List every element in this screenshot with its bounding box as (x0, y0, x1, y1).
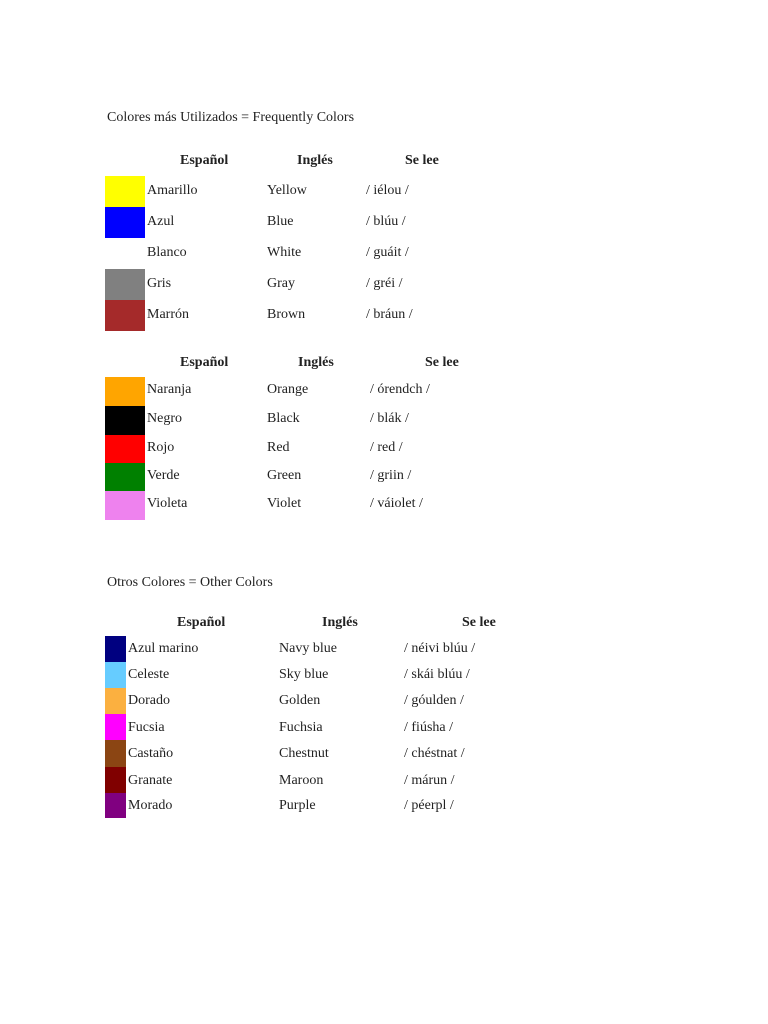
color-swatch (105, 740, 126, 767)
english-name: Purple (279, 798, 316, 813)
pronunciation: / iélou / (366, 183, 409, 198)
pronunciation: / péerpl / (404, 798, 454, 813)
pronunciation: / blák / (370, 411, 409, 426)
pronunciation: / chéstnat / (404, 746, 465, 761)
column-header-pronunciation: Se lee (462, 615, 496, 630)
english-name: Red (267, 440, 290, 455)
color-swatch (105, 463, 145, 492)
spanish-name: Gris (147, 276, 172, 291)
pronunciation: / blúu / (366, 214, 406, 229)
color-swatch (105, 300, 145, 331)
english-name: Sky blue (279, 667, 329, 682)
pronunciation: / skái blúu / (404, 667, 470, 682)
pronunciation: / góulden / (404, 693, 464, 708)
spanish-name: Negro (147, 411, 182, 426)
color-swatch (105, 767, 126, 793)
spanish-name: Morado (128, 798, 173, 813)
section-heading-other-colors: Otros Colores = Other Colors (107, 575, 273, 590)
pronunciation: / red / (370, 440, 403, 455)
pronunciation: / néivi blúu / (404, 641, 476, 656)
column-header-spanish: Español (177, 615, 226, 630)
english-name: Violet (267, 496, 302, 511)
english-name: Blue (267, 214, 294, 229)
column-header-spanish: Español (180, 153, 229, 168)
spanish-name: Azul marino (128, 641, 199, 656)
spanish-name: Verde (147, 468, 180, 483)
color-swatch (105, 714, 126, 740)
pronunciation: / órendch / (370, 382, 430, 397)
pronunciation: / bráun / (366, 307, 413, 322)
pronunciation: / váiolet / (370, 496, 423, 511)
color-swatch (105, 176, 145, 207)
spanish-name: Rojo (147, 440, 175, 455)
spanish-name: Violeta (147, 496, 188, 511)
color-swatch (105, 238, 145, 269)
color-swatch (105, 491, 145, 520)
spanish-name: Blanco (147, 245, 187, 260)
english-name: Fuchsia (279, 720, 323, 735)
spanish-name: Azul (147, 214, 175, 229)
column-header-spanish: Español (180, 355, 229, 370)
english-name: Black (267, 411, 300, 426)
color-swatch (105, 406, 145, 435)
spanish-name: Celeste (128, 667, 170, 682)
section-heading-frequent-colors: Colores más Utilizados = Frequently Colors (107, 110, 355, 125)
english-name: Maroon (279, 773, 324, 788)
pronunciation: / guáit / (366, 245, 409, 260)
color-swatch (105, 269, 145, 300)
color-swatch (105, 207, 145, 238)
color-swatch (105, 793, 126, 818)
english-name: Orange (267, 382, 309, 397)
color-swatch (105, 662, 126, 688)
column-header-english: Inglés (298, 355, 334, 370)
pronunciation: / gréi / (366, 276, 403, 291)
english-name: Brown (267, 307, 306, 322)
spanish-name: Marrón (147, 307, 189, 322)
color-swatch (105, 377, 145, 406)
english-name: Golden (279, 693, 321, 708)
column-header-pronunciation: Se lee (425, 355, 459, 370)
english-name: Yellow (267, 183, 307, 198)
color-swatch (105, 688, 126, 714)
color-swatch (105, 636, 126, 662)
column-header-english: Inglés (322, 615, 358, 630)
column-header-english: Inglés (297, 153, 333, 168)
spanish-name: Naranja (147, 382, 192, 397)
spanish-name: Dorado (128, 693, 170, 708)
english-name: Green (267, 468, 302, 483)
english-name: Navy blue (279, 641, 337, 656)
spanish-name: Castaño (128, 746, 174, 761)
english-name: Chestnut (279, 746, 329, 761)
pronunciation: / griin / (370, 468, 412, 483)
english-name: Gray (267, 276, 295, 291)
pronunciation: / fiúsha / (404, 720, 453, 735)
color-swatch (105, 435, 145, 464)
english-name: White (267, 245, 302, 260)
column-header-pronunciation: Se lee (405, 153, 439, 168)
spanish-name: Amarillo (147, 183, 198, 198)
pronunciation: / márun / (404, 773, 455, 788)
spanish-name: Fucsia (128, 720, 165, 735)
spanish-name: Granate (128, 773, 173, 788)
